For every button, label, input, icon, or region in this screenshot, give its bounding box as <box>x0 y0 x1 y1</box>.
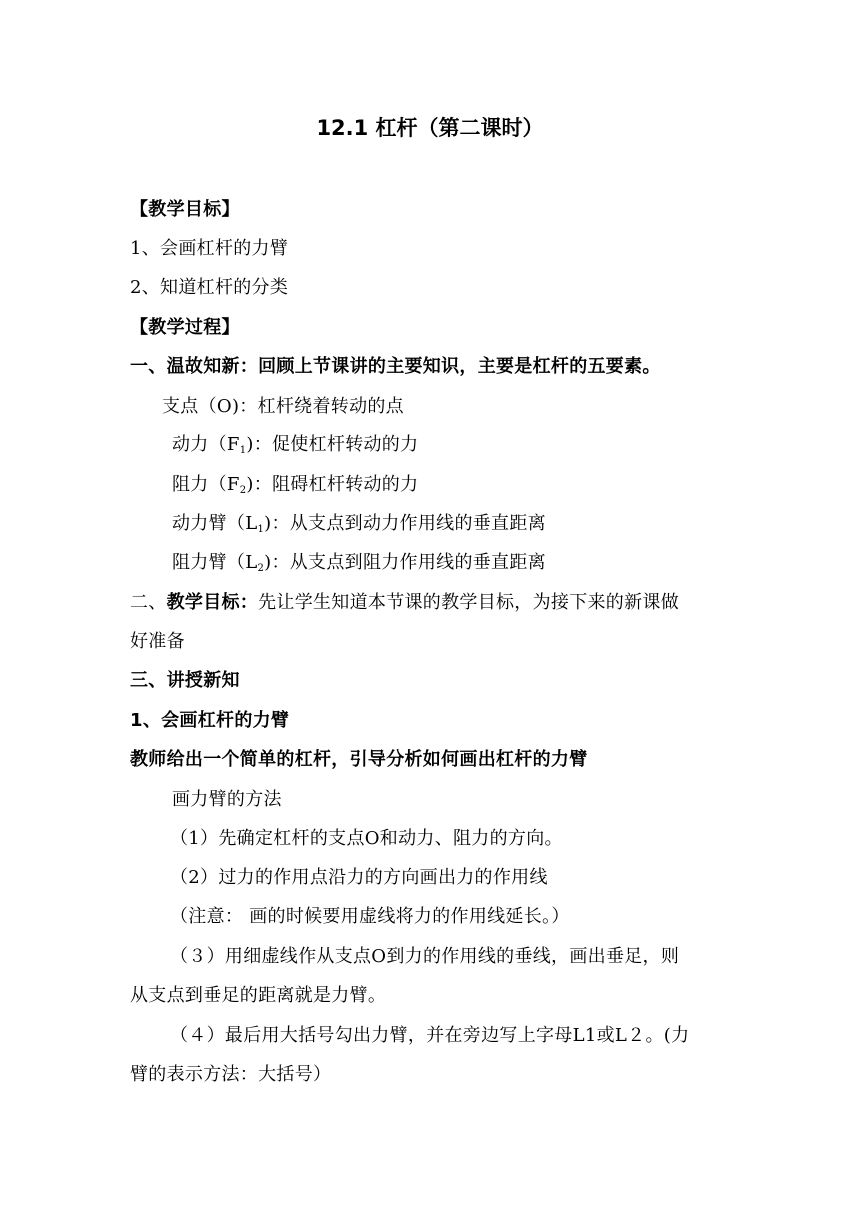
effort-definition: 动力$(F_1)$：促使杠杆转动的力 <box>172 434 419 456</box>
new-lesson-heading: 三、讲授新知 <box>130 670 240 691</box>
step-3-line-1: （３）用细虚线作从支点O到力的作用线的垂线，画出垂足，则 <box>170 946 680 967</box>
fulcrum-definition: 支点（O)：杠杆绕着转动的点 <box>162 396 404 417</box>
teacher-instruction: 教师给出一个简单的杠杆，引导分析如何画出杠杆的力臂 <box>130 749 588 770</box>
review-heading: 一、温故知新：回顾上节课讲的主要知识，主要是杠杆的五要素。 <box>130 356 661 377</box>
teaching-goal-line-2: 好准备 <box>130 631 185 652</box>
step-2: （2）过力的作用点沿力的方向画出力的作用线 <box>170 867 548 888</box>
page-title: 12.1 杠杆（第二课时） <box>316 116 544 140</box>
step-4-line-1: （４）最后用大括号勾出力臂，并在旁边写上字母L1或L２。(力 <box>170 1025 690 1046</box>
method-title: 画力臂的方法 <box>172 789 282 810</box>
teaching-goal-line: 二、教学目标：先让学生知道本节课的教学目标，为接下来的新课做 <box>130 592 680 613</box>
step-4-line-2: 臂的表示方法：大括号） <box>130 1064 332 1085</box>
objectives-heading: 【教学目标】 <box>130 199 240 220</box>
new-lesson-subheading: 1、会画杠杆的力臂 <box>130 710 290 731</box>
resistance-arm-definition: 阻力臂$(L_2)$：从支点到阻力作用线的垂直距离 <box>172 552 546 574</box>
process-heading: 【教学过程】 <box>130 317 240 338</box>
resistance-definition: 阻力$(F_2)$：阻碍杠杆转动的力 <box>172 474 419 496</box>
step-note: （注意： 画的时候要用虚线将力的作用线延长。） <box>170 906 570 927</box>
step-1: （1）先确定杠杆的支点O和动力、阻力的方向。 <box>170 828 563 849</box>
effort-arm-definition: 动力臂$(L_1)$：从支点到动力作用线的垂直距离 <box>172 513 546 535</box>
step-3-line-2: 从支点到垂足的距离就是力臂。 <box>130 985 387 1006</box>
objective-item-2: 2、知道杠杆的分类 <box>130 277 289 298</box>
objective-item-1: 1、会画杠杆的力臂 <box>130 238 289 259</box>
